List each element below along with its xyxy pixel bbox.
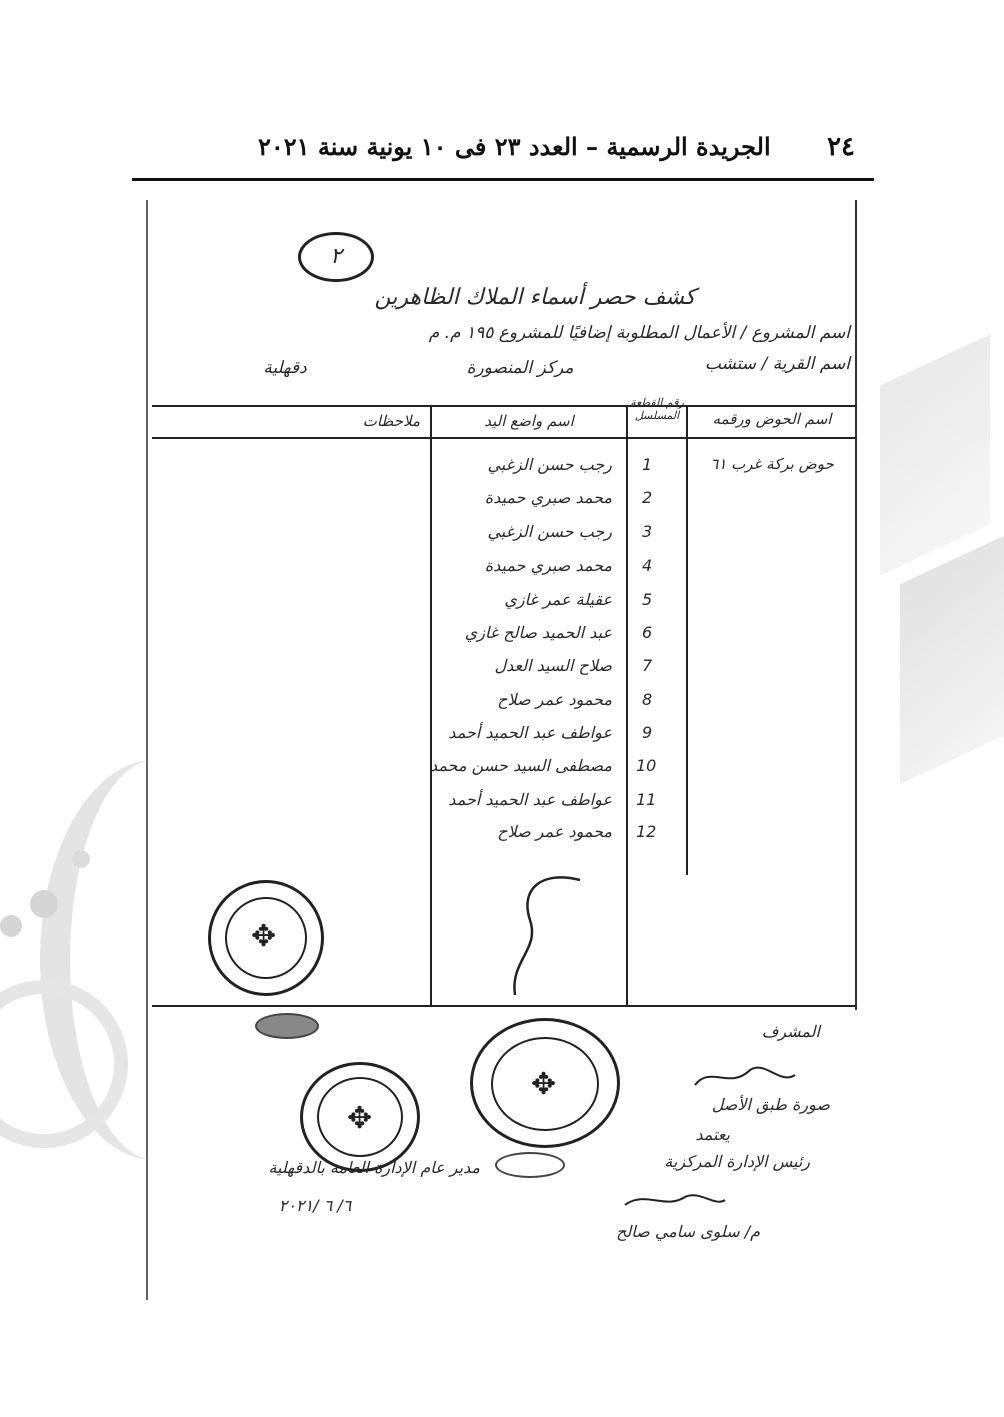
signature-mark <box>690 1055 800 1095</box>
table-header-rule <box>152 437 857 439</box>
table-top-rule <box>152 405 857 407</box>
closing-squiggle <box>500 870 600 1000</box>
table-row <box>432 822 682 850</box>
official-stamp-seal <box>300 1062 420 1172</box>
row-number: 6 <box>642 623 653 642</box>
table-row <box>432 723 682 751</box>
row-owner-name: مصطفى السيد حسن محمد <box>430 756 612 775</box>
markaz-label: مركز المنصورة <box>466 358 574 378</box>
table-row <box>432 590 682 618</box>
watermark-dot-3 <box>72 850 90 868</box>
approve-label: يعتمد <box>695 1125 730 1144</box>
page-number: ٢٤ <box>827 132 855 162</box>
watermark-band-1 <box>880 334 990 575</box>
circled-number <box>298 232 374 282</box>
page-header <box>130 120 875 180</box>
table-col-divider-1 <box>686 405 688 875</box>
row-number: 9 <box>642 723 653 742</box>
table-row <box>432 656 682 684</box>
column-header-serial: رقم القطعة المسلسل <box>630 396 684 422</box>
eagle-emblem-icon: ✥ <box>347 1101 373 1136</box>
page-title: الجريدة الرسمية – العدد ٢٣ فى ١٠ يونية سنة ٢٠٢١ <box>258 132 771 161</box>
general-director-label: مدير عام الإدارة العامة بالدقهلية <box>268 1158 480 1177</box>
row-owner-name: محمد صبري حميدة <box>484 488 612 507</box>
row-number: 1 <box>642 455 653 474</box>
row-owner-name: محمود عمر صلاح <box>497 822 612 841</box>
document-border-left <box>146 200 148 1300</box>
row-number: 2 <box>642 488 653 507</box>
row-number: 7 <box>642 656 653 675</box>
header-rule <box>132 178 874 181</box>
row-owner-name: رجب حسن الزغبي <box>487 522 612 541</box>
village-label: اسم القرية / ستشب <box>704 354 850 374</box>
row-owner-name: عواطف عبد الحميد أحمد <box>448 790 612 809</box>
table-row <box>432 455 682 483</box>
table-row <box>432 522 682 550</box>
signature-supervisor-label: المشرف <box>761 1022 820 1041</box>
row-owner-name: محمود عمر صلاح <box>497 690 612 709</box>
certified-copy-label: صورة طبق الأصل <box>711 1095 830 1114</box>
row-owner-name: رجب حسن الزغبي <box>487 455 612 474</box>
governorate-label: دقهلية <box>263 358 307 378</box>
official-stamp-seal <box>208 880 324 996</box>
table-row <box>432 790 682 818</box>
row-number: 11 <box>636 790 657 809</box>
signatory-name: م/ سلوى سامي صالح <box>616 1222 760 1241</box>
row-number: 12 <box>636 822 657 841</box>
basin-value: حوض بركة غرب ٦١ <box>710 455 834 473</box>
table-row <box>432 623 682 651</box>
row-owner-name: عواطف عبد الحميد أحمد <box>448 723 612 742</box>
central-admin-head-label: رئيس الإدارة المركزية <box>664 1152 810 1171</box>
oval-stamp <box>495 1152 565 1178</box>
table-bottom-rule <box>152 1005 857 1007</box>
row-owner-name: عقيلة عمر غازي <box>504 590 612 609</box>
row-number: 4 <box>642 556 653 575</box>
table-row <box>432 690 682 718</box>
document-heading: كشف حصر أسماء الملاك الظاهرين <box>374 285 696 310</box>
row-number: 5 <box>642 590 653 609</box>
eagle-emblem-icon: ✥ <box>251 919 277 954</box>
row-number: 10 <box>636 756 657 775</box>
signature-mark <box>620 1185 730 1215</box>
document-border-right <box>855 200 857 1010</box>
official-stamp-seal <box>470 1018 620 1148</box>
document-subtitle-1: اسم المشروع / الأعمال المطلوبة إضافيًا للمشروع ١٩٥ م. م <box>428 323 850 343</box>
table-row <box>432 556 682 584</box>
row-owner-name: صلاح السيد العدل <box>494 656 612 675</box>
table-row <box>432 756 682 784</box>
table-row <box>432 488 682 516</box>
column-header-notes: ملاحظات <box>362 412 420 430</box>
circled-number-text: ٢ <box>330 244 342 269</box>
eagle-emblem-icon: ✥ <box>531 1067 557 1102</box>
column-header-owner: اسم واضع اليد <box>484 412 574 430</box>
row-number: 3 <box>642 522 653 541</box>
watermark-band-2 <box>900 536 1004 784</box>
row-owner-name: محمد صبري حميدة <box>484 556 612 575</box>
row-number: 8 <box>642 690 653 709</box>
watermark-dot-1 <box>30 890 58 918</box>
watermark-dot-2 <box>0 915 22 937</box>
column-header-basin: اسم الحوض ورقمه <box>712 410 832 428</box>
oval-stamp <box>255 1013 319 1039</box>
signature-date: ٦/ ٦ /٢٠٢١ <box>278 1196 352 1215</box>
row-owner-name: عبد الحميد صالح غازي <box>464 623 612 642</box>
